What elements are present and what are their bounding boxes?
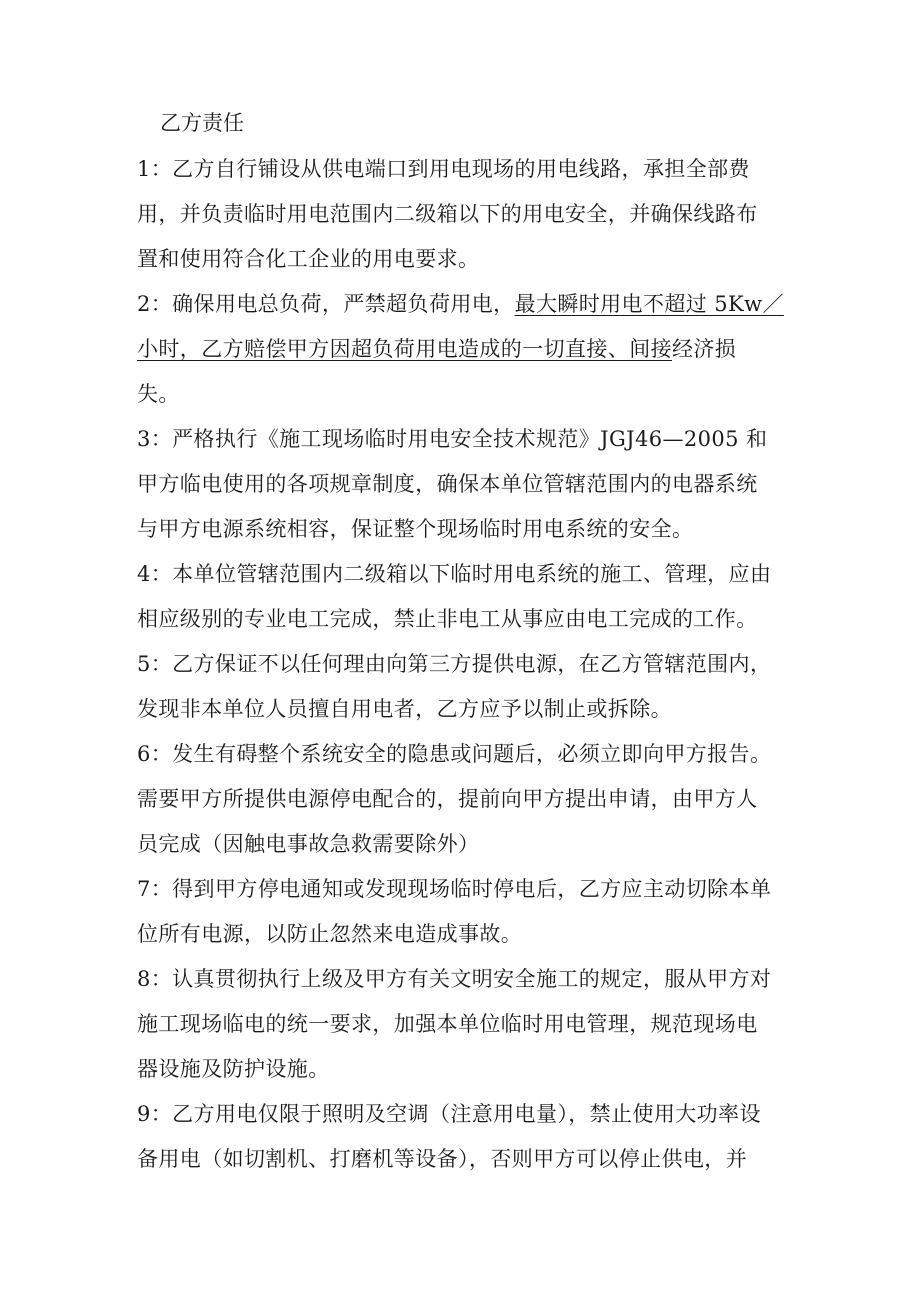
clause-2-text-cont: 经济损 [672, 337, 737, 361]
clause-2-line-3: 失。 [137, 382, 180, 406]
clause-3-line-3: 与甲方电源系统相容，保证整个现场临时用电系统的安全。 [137, 517, 694, 541]
clause-8-line-1: 8：认真贯彻执行上级及甲方有关文明安全施工的规定，服从甲方对 [137, 967, 772, 991]
clause-6-line-2: 需要甲方所提供电源停电配合的，提前向甲方提出申请，由甲方人 [137, 787, 758, 811]
clause-4-line-2: 相应级别的专业电工完成，禁止非电工从事应由电工完成的工作。 [137, 607, 758, 631]
clause-6-line-1: 6：发生有碍整个系统安全的隐患或问题后，必须立即向甲方报告。 [137, 742, 772, 766]
clause-3-line-1: 3：严格执行《施工现场临时用电安全技术规范》JGJ46—2005 和 [137, 427, 768, 451]
clause-8-line-3: 器设施及防护设施。 [137, 1057, 330, 1081]
clause-7-line-2: 位所有电源，以防止忽然来电造成事故。 [137, 922, 523, 946]
clause-9-line-1: 9：乙方用电仅限于照明及空调（注意用电量），禁止使用大功率设 [137, 1102, 761, 1126]
clause-2-line-2 [137, 334, 736, 364]
clause-7-line-1: 7：得到甲方停电通知或发现现场临时停电后，乙方应主动切除本单 [137, 877, 772, 901]
clause-8-line-2: 施工现场临电的统一要求，加强本单位临时用电管理，规范现场电 [137, 1012, 758, 1036]
clause-1-line-3: 置和使用符合化工企业的用电要求。 [137, 247, 480, 271]
clause-2-underlined-text-cont: 小时，乙方赔偿甲方因超负荷用电造成的一切直接、间接 [137, 337, 672, 361]
clause-2-text: 2：确保用电总负荷，严禁超负荷用电， [137, 292, 515, 316]
clause-1-line-2: 用，并负责临时用电范围内二级箱以下的用电安全，并确保线路布 [137, 202, 758, 226]
clause-6-line-3: 员完成（因触电事故急救需要除外） [137, 832, 480, 856]
clause-4-line-1: 4：本单位管辖范围内二级箱以下临时用电系统的施工、管理，应由 [137, 562, 772, 586]
clause-5-line-2: 发现非本单位人员擅自用电者，乙方应予以制止或拆除。 [137, 697, 672, 721]
clause-2-underlined-text: 最大瞬时用电不超过 5Kw／ [514, 292, 784, 316]
clause-3-line-2: 甲方临电使用的各项规章制度，确保本单位管辖范围内的电器系统 [137, 472, 758, 496]
clause-1-line-1: 1：乙方自行铺设从供电端口到用电现场的用电线路，承担全部费 [137, 157, 750, 181]
section-heading: 乙方责任 [160, 111, 244, 135]
clause-5-line-1: 5：乙方保证不以任何理由向第三方提供电源，在乙方管辖范围内， [137, 652, 772, 676]
clause-9-line-2: 备用电（如切割机、打磨机等设备），否则甲方可以停止供电，并 [137, 1147, 748, 1171]
clause-2-line-1 [137, 289, 784, 319]
